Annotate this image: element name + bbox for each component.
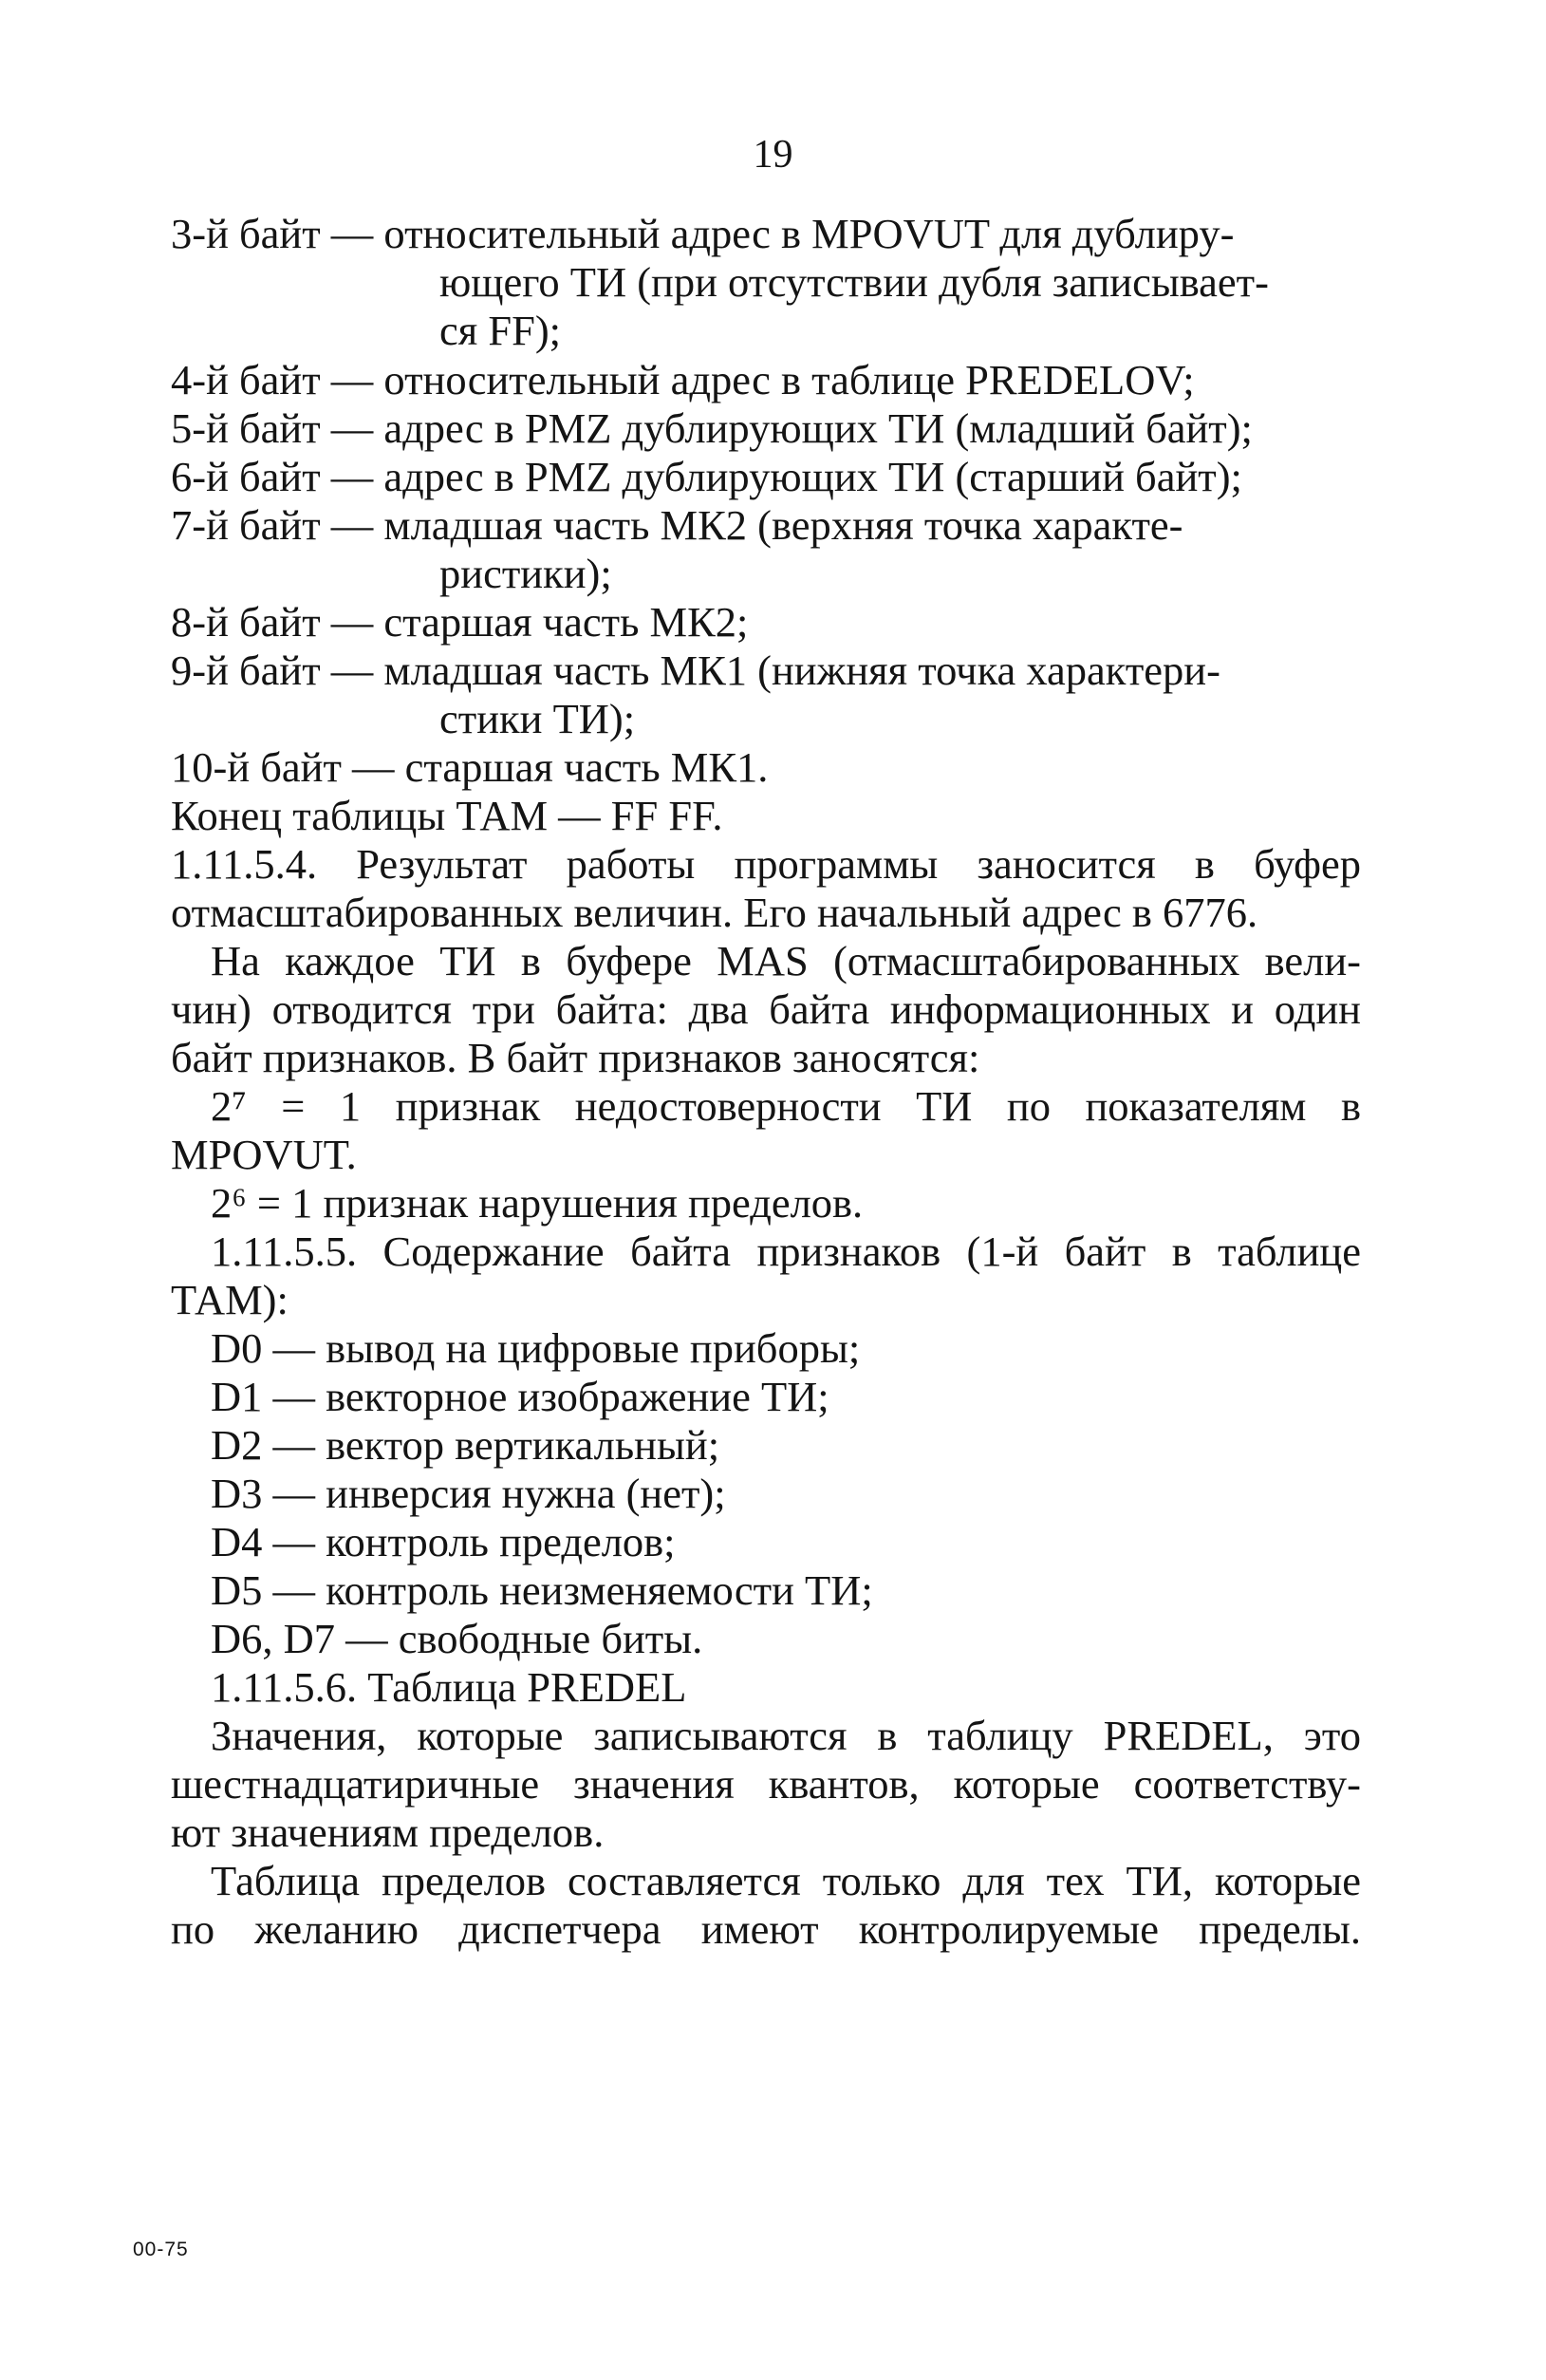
- paragraph-line: Значения, которые записываются в таблицу PREDEL, это: [211, 1712, 1361, 1759]
- byte-6-line: 6-й байт — адрес в PMZ дублирующих ТИ (старший байт);: [171, 453, 1242, 500]
- section-heading-1-11-5-6: 1.11.5.6. Таблица PREDEL: [211, 1663, 687, 1711]
- byte-7-line-1: 7-й байт — младшая часть МК2 (верхняя точка характе-: [171, 501, 1183, 549]
- byte-7-line-2: ристики);: [439, 550, 612, 597]
- bit-item: D6, D7 — свободные биты.: [211, 1615, 703, 1662]
- paragraph-line: 1.11.5.5. Содержание байта признаков (1-й байт в таблице: [211, 1227, 1361, 1275]
- paragraph-line: байт признаков. В байт признаков заносятся:: [171, 1034, 980, 1081]
- paragraph-line: Таблица пределов составляется только для тех ТИ, которые: [211, 1857, 1361, 1904]
- byte-10-line: 10-й байт — старшая часть МК1.: [171, 743, 769, 791]
- paragraph-line: На каждое ТИ в буфере MAS (отмасштабированных вели-: [211, 937, 1361, 984]
- byte-3-line-1: 3-й байт — относительный адрес в MPOVUT для дублиру-: [171, 210, 1235, 257]
- bit-item: D1 — векторное изображение ТИ;: [211, 1373, 829, 1420]
- bit-item: D3 — инверсия нужна (нет);: [211, 1470, 726, 1517]
- paragraph-line: по желанию диспетчера имеют контролируемые пределы.: [171, 1905, 1361, 1953]
- byte-3-line-3: ся FF);: [439, 307, 562, 354]
- bit-item: D0 — вывод на цифровые приборы;: [211, 1324, 861, 1372]
- paragraph-line: отмасштабированных величин. Его начальный адрес в 6776.: [171, 889, 1258, 936]
- paragraph-line: шестнадцатиричные значения квантов, которые соответству-: [171, 1760, 1361, 1808]
- table-end-line: Конец таблицы ТАМ — FF FF.: [171, 792, 723, 839]
- paragraph-line: ТАМ):: [171, 1276, 289, 1323]
- byte-9-line-1: 9-й байт — младшая часть МК1 (нижняя точка характери-: [171, 647, 1220, 694]
- bit-item: D2 — вектор вертикальный;: [211, 1421, 720, 1469]
- byte-9-line-2: стики ТИ);: [439, 695, 636, 742]
- bit-item: D4 — контроль пределов;: [211, 1518, 676, 1565]
- footer-code: 00-75: [133, 2239, 189, 2260]
- byte-5-line: 5-й байт — адрес в PMZ дублирующих ТИ (младший байт);: [171, 404, 1253, 452]
- paragraph-line: ют значениям пределов.: [171, 1808, 605, 1856]
- byte-3-line-2: ющего ТИ (при отсутствии дубля записывает-: [439, 258, 1269, 306]
- flag-line: 2⁷ = 1 признак недостоверности ТИ по показателям в: [211, 1082, 1361, 1130]
- flag-line: MPOVUT.: [171, 1131, 357, 1178]
- flag-bit-6: 2⁶ = 1 признак нарушения пределов.: [211, 1179, 864, 1227]
- paragraph-line: 1.11.5.4. Результат работы программы заносится в буфер: [171, 840, 1361, 888]
- byte-8-line: 8-й байт — старшая часть МК2;: [171, 598, 749, 646]
- paragraph-line: чин) отводится три байта: два байта информационных и один: [171, 985, 1361, 1033]
- page-number: 19: [753, 133, 793, 177]
- byte-4-line: 4-й байт — относительный адрес в таблице PREDELOV;: [171, 356, 1195, 403]
- bit-item: D5 — контроль неизменяемости ТИ;: [211, 1566, 873, 1614]
